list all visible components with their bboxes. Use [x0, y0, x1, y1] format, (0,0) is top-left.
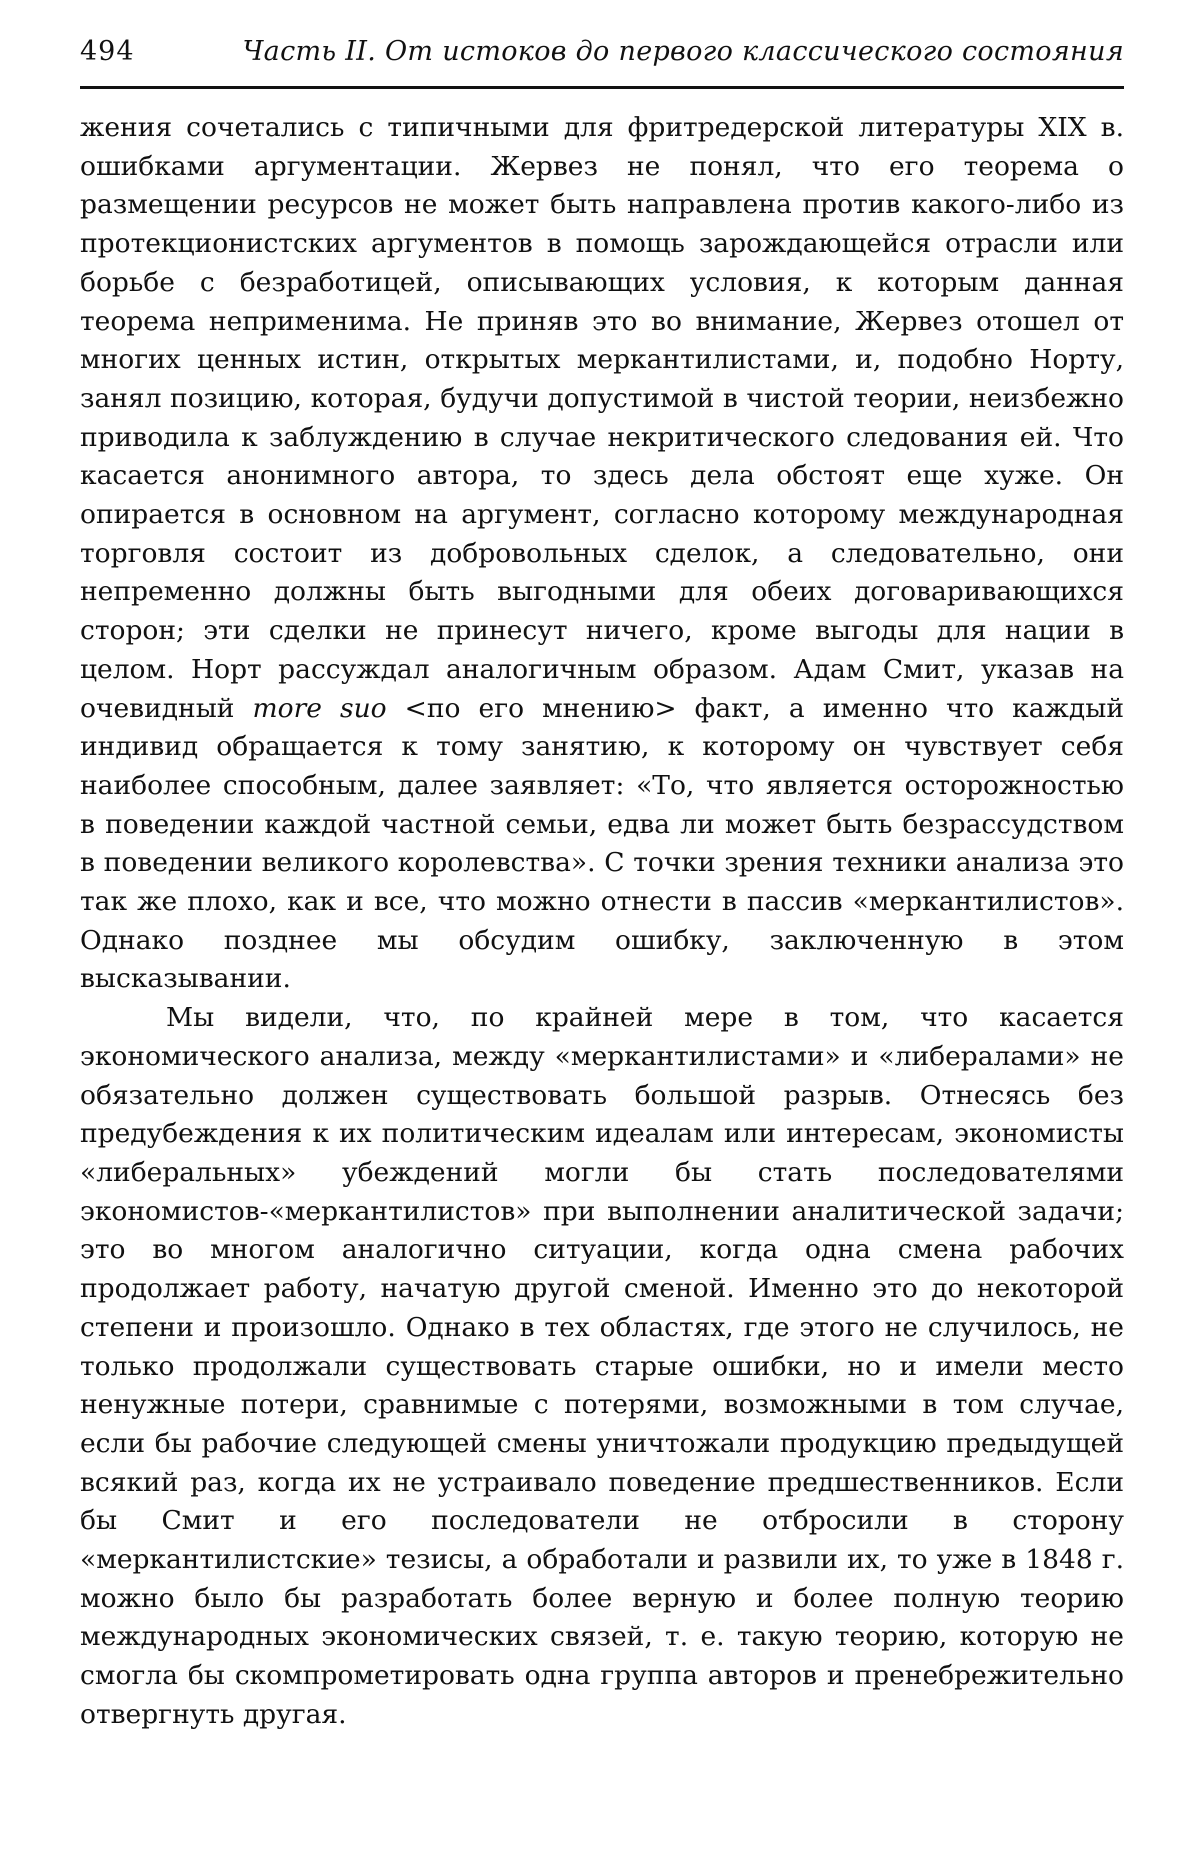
paragraph-2: Мы видели, что, по крайней мере в том, что касается экономического анализа, между «меркантилистами» и «либералами» не обязательно должен существовать большой разрыв. Отнесясь без предубеждения к их политическим идеалам или интересам, экономисты «либеральных» убеждений могли бы стать последователями экономистов-«меркантилистов» при выполнении аналитической задачи; это во многом аналогично ситуации, когда одна смена рабочих продолжает работу, начатую другой сменой. Именно это до некоторой степени и произошло. Однако в тех областях, где этого не случилось, не только продолжали существовать старые ошибки, но и имели место ненужные потери, сравнимые с потерями, возможными в том случае, если бы рабочие следующей смены уничтожали продукцию предыдущей всякий раз, когда их не устраивало поведение предшественников. Если бы Смит и его последователи не отбросили в сторону «меркантилистские» тезисы, а обработали и развили их, то уже в 1848 г. можно было бы разработать более верную и более полную теорию международных экономических связей, т. е. такую теорию, которую не смогла бы скомпрометировать одна группа авторов и пренебрежительно отвергнуть другая.	[80, 1002, 1124, 1730]
running-header	[80, 36, 1124, 76]
book-page	[80, 36, 1124, 1735]
page-number: 494	[80, 36, 135, 67]
paragraph-1-text-a: жения сочетались с типичными для фритредерской литературы XIX в. ошибками аргументации. Жервез не понял, что его теорема о размещении ресурсов не может быть направлена против какого-либо из протекционистских аргументов в помощь зарождающейся отрасли или борьбе с безработицей, описывающих условия, к которым данная теорема неприменима. Не приняв это во внимание, Жервез отошел от многих ценных истин, открытых меркантилистами, и, подобно Норту, занял позицию, которая, будучи допустимой в чистой теории, неизбежно приводила к заблуждению в случае некритического следования ей. Что касается анонимного автора, то здесь дела обстоят еще хуже. Он опирается в основном на аргумент, согласно которому международная торговля состоит из добровольных сделок, а следовательно, они непременно должны быть выгодными для обеих договаривающихся сторон; эти сделки не принесут ничего, кроме выгоды для нации в целом. Норт рассуждал аналогичным образом. Адам Смит, указав на очевидный	[80, 112, 1124, 724]
latin-phrase: more suo	[252, 692, 387, 724]
header-rule	[80, 86, 1124, 89]
paragraph-1	[80, 109, 1124, 999]
body-text	[80, 109, 1124, 1735]
running-title: Часть II. От истоков до первого классического состояния	[242, 36, 1124, 67]
paragraph-1-text-b: <по его мнению> факт, а именно что каждый индивид обращается к тому занятию, к которому он чувствует себя наиболее способным, далее заявляет: «То, что является осторожностью в поведении каждой частной семьи, едва ли может быть безрассудством в поведении великого королевства». С точки зрения техники анализа это так же плохо, как и все, что можно отнести в пассив «меркантилистов». Однако позднее мы обсудим ошибку, заключенную в этом высказывании.	[80, 692, 1124, 995]
